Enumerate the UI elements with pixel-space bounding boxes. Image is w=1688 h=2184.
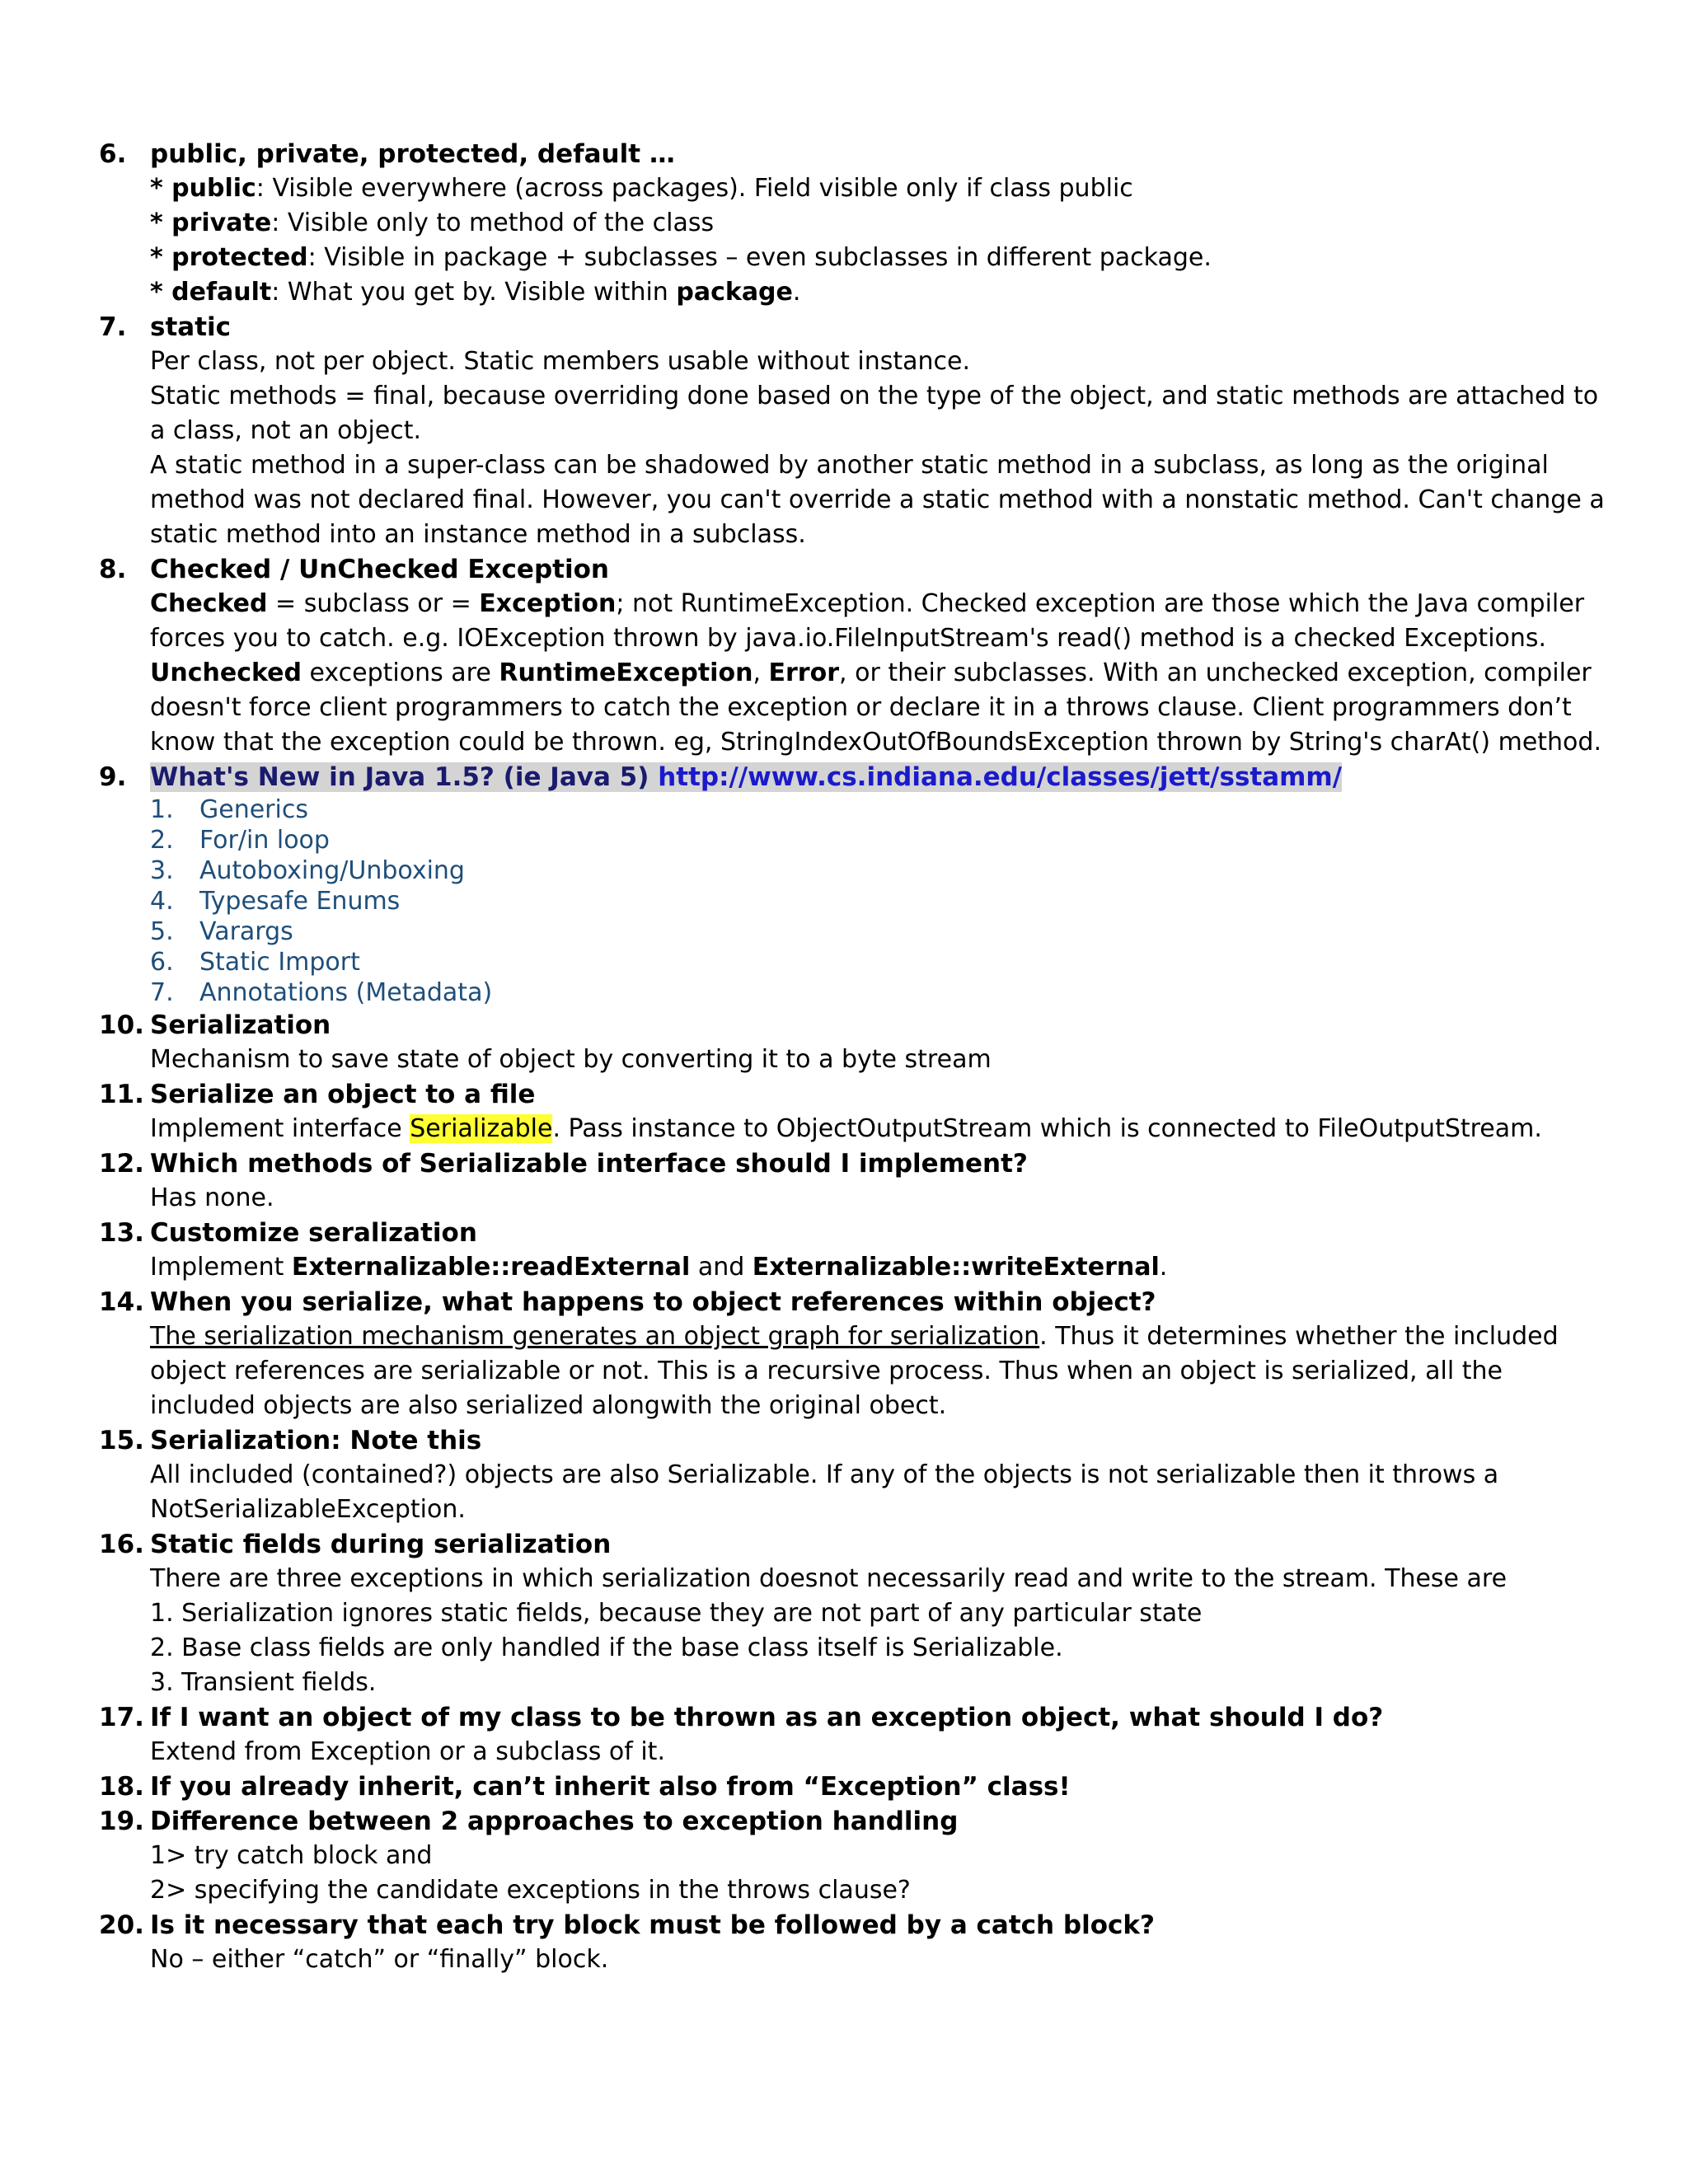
list-text: Autoboxing/Unboxing <box>199 856 465 885</box>
list-number: 2. <box>150 826 174 855</box>
item-number: 8. <box>99 555 127 584</box>
protected-text: : Visible in package + subclasses – even subclasses in different package. <box>307 243 1212 272</box>
list-text: Annotations (Metadata) <box>199 978 493 1007</box>
item-body <box>150 587 1607 760</box>
exception-bold: Exception <box>479 589 617 618</box>
text: and <box>690 1253 753 1282</box>
item-19-approaches <box>99 1804 1607 1908</box>
document-page <box>99 137 1607 1977</box>
private-line <box>150 206 1607 241</box>
item-title <box>150 760 1607 794</box>
item-body <box>150 344 1607 552</box>
paragraph: 1. Serialization ignores static fields, because they are not part of any particular state <box>150 1599 1203 1628</box>
text: . Thus it determines whether the included object references are serializable or not. This is a recursive process. Thus when an object is serialized, all the included objects are also serialized alongwith the original obect. <box>150 1322 1559 1420</box>
item-title: Checked / UnChecked Exception <box>150 555 609 584</box>
title-text: What's New in Java 1.5? (ie Java 5) <box>150 762 659 792</box>
item-body <box>150 1250 1607 1285</box>
item-title: Serialization: Note this <box>150 1426 482 1455</box>
underlined-text: The serialization mechanism generates an object graph for serialization <box>150 1322 1040 1351</box>
item-17-throw-object <box>99 1700 1607 1769</box>
paragraph: 2. Base class fields are only handled if the base class itself is Serializable. <box>150 1633 1063 1662</box>
item-20-try-block <box>99 1908 1607 1977</box>
text: Implement interface <box>150 1114 410 1143</box>
read-external-bold: Externalizable::readExternal <box>291 1253 691 1282</box>
protected-line <box>150 241 1607 275</box>
text: . <box>1159 1253 1168 1282</box>
list-item <box>150 886 1607 916</box>
private-text: : Visible only to method of the class <box>271 209 715 237</box>
item-9-java5 <box>99 760 1607 1008</box>
checked-label: Checked <box>150 589 268 618</box>
text: ; not RuntimeException. Checked exception are those which the Java compiler forces you to catch. e.g. IOException thrown by java.io.FileInputStream's read() method is a checked Exceptions. <box>150 589 1585 653</box>
list-text: Static Import <box>199 948 360 977</box>
list-text: For/in loop <box>199 826 330 855</box>
error-bold: Error <box>768 658 840 687</box>
item-title: Difference between 2 approaches to exception handling <box>150 1807 959 1836</box>
item-body <box>150 1839 1607 1908</box>
list-item <box>150 825 1607 855</box>
paragraph: Static methods = final, because overriding done based on the type of the object, and static methods are attached to a class, not an object. <box>150 382 1599 445</box>
item-number: 6. <box>99 139 127 169</box>
item-title: When you serialize, what happens to object references within object? <box>150 1287 1156 1317</box>
item-number: 16. <box>99 1530 144 1559</box>
paragraph: A static method in a super-class can be shadowed by another static method in a subclass, as long as the original method was not declared final. However, you can't override a static method with a nonstatic method. Can't change a static method into an instance method in a subclass. <box>150 451 1605 549</box>
default-end: . <box>792 278 801 307</box>
list-item <box>150 947 1607 977</box>
text: exceptions are <box>301 658 499 687</box>
item-13-customize-serialization <box>99 1216 1607 1285</box>
unchecked-label: Unchecked <box>150 658 302 687</box>
list-item <box>150 794 1607 825</box>
item-body <box>150 1181 1607 1216</box>
item-title: static <box>150 312 232 342</box>
paragraph: 1> try catch block and <box>150 1841 433 1870</box>
item-16-static-fields <box>99 1527 1607 1700</box>
item-number: 7. <box>99 312 127 342</box>
item-title: If you already inherit, can’t inherit also from “Exception” class! <box>150 1772 1071 1802</box>
java5-link[interactable]: http://www.cs.indiana.edu/classes/jett/sstamm/ <box>658 762 1343 792</box>
list-text: Varargs <box>199 917 293 946</box>
default-line <box>150 275 1607 310</box>
text: Implement <box>150 1253 292 1282</box>
paragraph: No – either “catch” or “finally” block. <box>150 1945 609 1974</box>
paragraph: 3. Transient fields. <box>150 1668 377 1697</box>
list-item <box>150 916 1607 947</box>
item-title: Which methods of Serializable interface should I implement? <box>150 1149 1028 1179</box>
list-item <box>150 977 1607 1008</box>
item-number: 20. <box>99 1910 144 1940</box>
item-body <box>150 1458 1607 1527</box>
item-number: 10. <box>99 1010 144 1040</box>
item-body <box>150 1043 1607 1077</box>
item-number: 17. <box>99 1703 144 1732</box>
item-title: Is it necessary that each try block must be followed by a catch block? <box>150 1910 1155 1940</box>
item-7-static <box>99 310 1607 552</box>
item-number: 13. <box>99 1218 144 1248</box>
write-external-bold: Externalizable::writeExternal <box>752 1253 1160 1282</box>
item-number: 9. <box>99 762 127 792</box>
list-number: 4. <box>150 887 174 916</box>
paragraph <box>150 1112 1607 1146</box>
paragraph: All included (contained?) objects are also Serializable. If any of the objects is not serializable then it throws a NotSerializableException. <box>150 1460 1499 1524</box>
item-number: 11. <box>99 1080 144 1109</box>
unchecked-paragraph <box>150 656 1607 760</box>
item-body <box>150 171 1607 310</box>
text: , or their subclasses. With an unchecked exception, compiler doesn't force client programmers to catch the exception or declare it in a throws clause. Client programmers don’t know that the exception could be thrown. eg, StringIndexOutOfBoundsException thrown by String's charAt() method. <box>150 658 1601 757</box>
serializable-highlight: Serializable <box>410 1114 553 1143</box>
list-number: 7. <box>150 978 174 1007</box>
item-body <box>150 1319 1607 1423</box>
item-body <box>150 1735 1607 1769</box>
package-bold: package <box>676 278 793 307</box>
public-label: * public <box>150 174 256 203</box>
item-6-access-modifiers <box>99 137 1607 310</box>
paragraph: There are three exceptions in which serialization doesnot necessarily read and write to the stream. These are <box>150 1564 1507 1593</box>
item-number: 15. <box>99 1426 144 1455</box>
default-text: : What you get by. Visible within <box>271 278 677 307</box>
paragraph <box>150 1250 1607 1285</box>
java5-feature-list <box>150 794 1607 1008</box>
item-title: public, private, protected, default … <box>150 139 675 169</box>
item-body <box>150 1112 1607 1146</box>
text: = subclass or = <box>267 589 480 618</box>
paragraph: Per class, not per object. Static members usable without instance. <box>150 347 971 376</box>
default-label: * default <box>150 278 272 307</box>
item-18-inherit <box>99 1769 1607 1804</box>
highlighted-title <box>150 762 1342 792</box>
paragraph: Mechanism to save state of object by converting it to a byte stream <box>150 1045 992 1074</box>
item-10-serialization <box>99 1008 1607 1077</box>
item-number: 19. <box>99 1807 144 1836</box>
list-number: 5. <box>150 917 174 946</box>
item-15-note <box>99 1423 1607 1527</box>
item-title: Serialization <box>150 1010 331 1040</box>
protected-label: * protected <box>150 243 308 272</box>
list-text: Generics <box>199 795 308 824</box>
list-number: 3. <box>150 856 174 885</box>
paragraph: Has none. <box>150 1183 274 1212</box>
text: . Pass instance to ObjectOutputStream which is connected to FileOutputStream. <box>552 1114 1542 1143</box>
item-11-serialize-to-file <box>99 1077 1607 1146</box>
item-title: Customize seralization <box>150 1218 477 1248</box>
list-text: Typesafe Enums <box>199 887 401 916</box>
item-14-object-references <box>99 1285 1607 1423</box>
item-title: Serialize an object to a file <box>150 1080 536 1109</box>
public-line <box>150 171 1607 206</box>
public-text: : Visible everywhere (across packages). Field visible only if class public <box>256 174 1133 203</box>
item-12-serializable-methods <box>99 1146 1607 1216</box>
runtime-exception-bold: RuntimeException <box>499 658 753 687</box>
checked-paragraph <box>150 587 1607 656</box>
item-8-checked-unchecked <box>99 552 1607 760</box>
item-number: 14. <box>99 1287 144 1317</box>
private-label: * private <box>150 209 272 237</box>
item-title: Static fields during serialization <box>150 1530 612 1559</box>
item-body <box>150 1562 1607 1700</box>
text: , <box>753 658 769 687</box>
item-title: If I want an object of my class to be thrown as an exception object, what should I do? <box>150 1703 1384 1732</box>
list-number: 1. <box>150 795 174 824</box>
list-item <box>150 855 1607 886</box>
item-number: 12. <box>99 1149 144 1179</box>
list-number: 6. <box>150 948 174 977</box>
item-number: 18. <box>99 1772 144 1802</box>
item-body <box>150 1943 1607 1977</box>
paragraph <box>150 1319 1607 1423</box>
paragraph: Extend from Exception or a subclass of it. <box>150 1737 665 1766</box>
paragraph: 2> specifying the candidate exceptions in the throws clause? <box>150 1876 911 1905</box>
